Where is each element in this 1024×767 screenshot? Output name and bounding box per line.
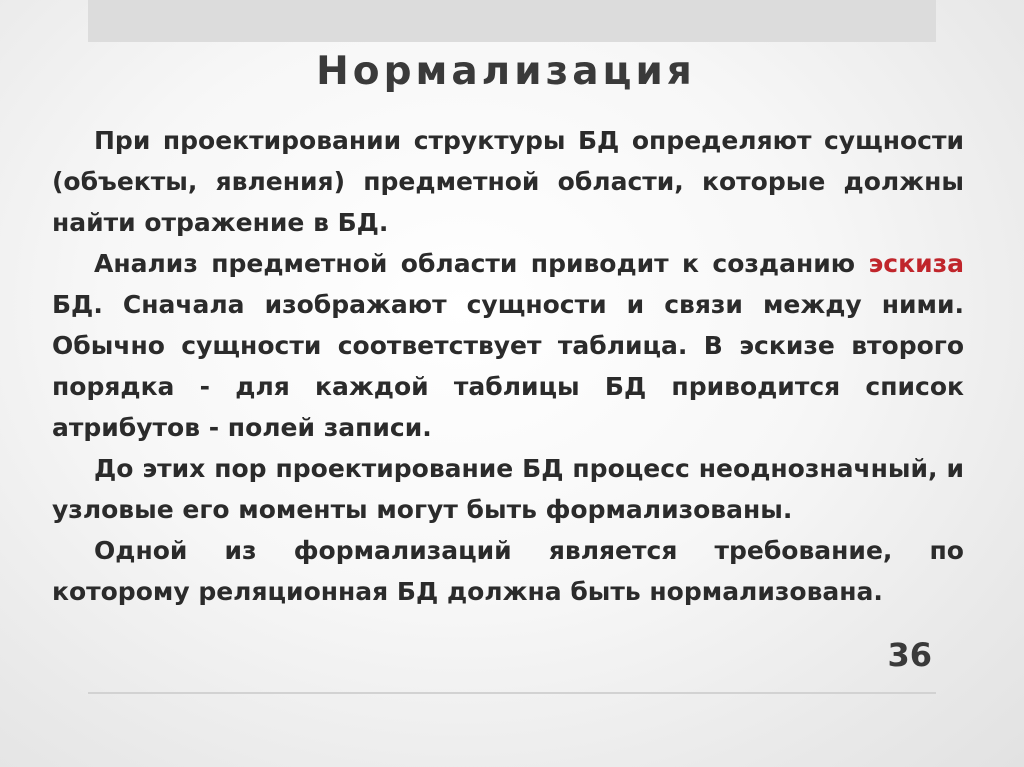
paragraph-2-text-after: БД. Сначала изображают сущности и связи между ними. Обычно сущности соответствует таблица. В эскизе второго порядка - для каждой таблицы БД приводится список атрибутов - полей записи. — [52, 290, 964, 442]
paragraph-1: При проектировании структуры БД определяют сущности (объекты, явления) предметной области, которые должны найти отражение в БД. — [52, 126, 964, 237]
paragraph-2-text-before: Анализ предметной области приводит к созданию — [94, 249, 869, 278]
slide-title: Нормализация — [316, 49, 696, 94]
highlighted-term: эскиза — [868, 249, 964, 278]
paragraph-3: До этих пор проектирование БД процесс неоднозначный, и узловые его моменты могут быть формализованы. — [52, 454, 964, 524]
page-number: 36 — [887, 636, 932, 674]
bottom-divider — [88, 692, 936, 694]
paragraph-2 — [52, 243, 964, 448]
top-decorative-band — [88, 0, 936, 42]
slide-body — [52, 120, 964, 612]
paragraph-4: Одной из формализаций является требование, по которому реляционная БД должна быть нормализована. — [52, 536, 964, 606]
